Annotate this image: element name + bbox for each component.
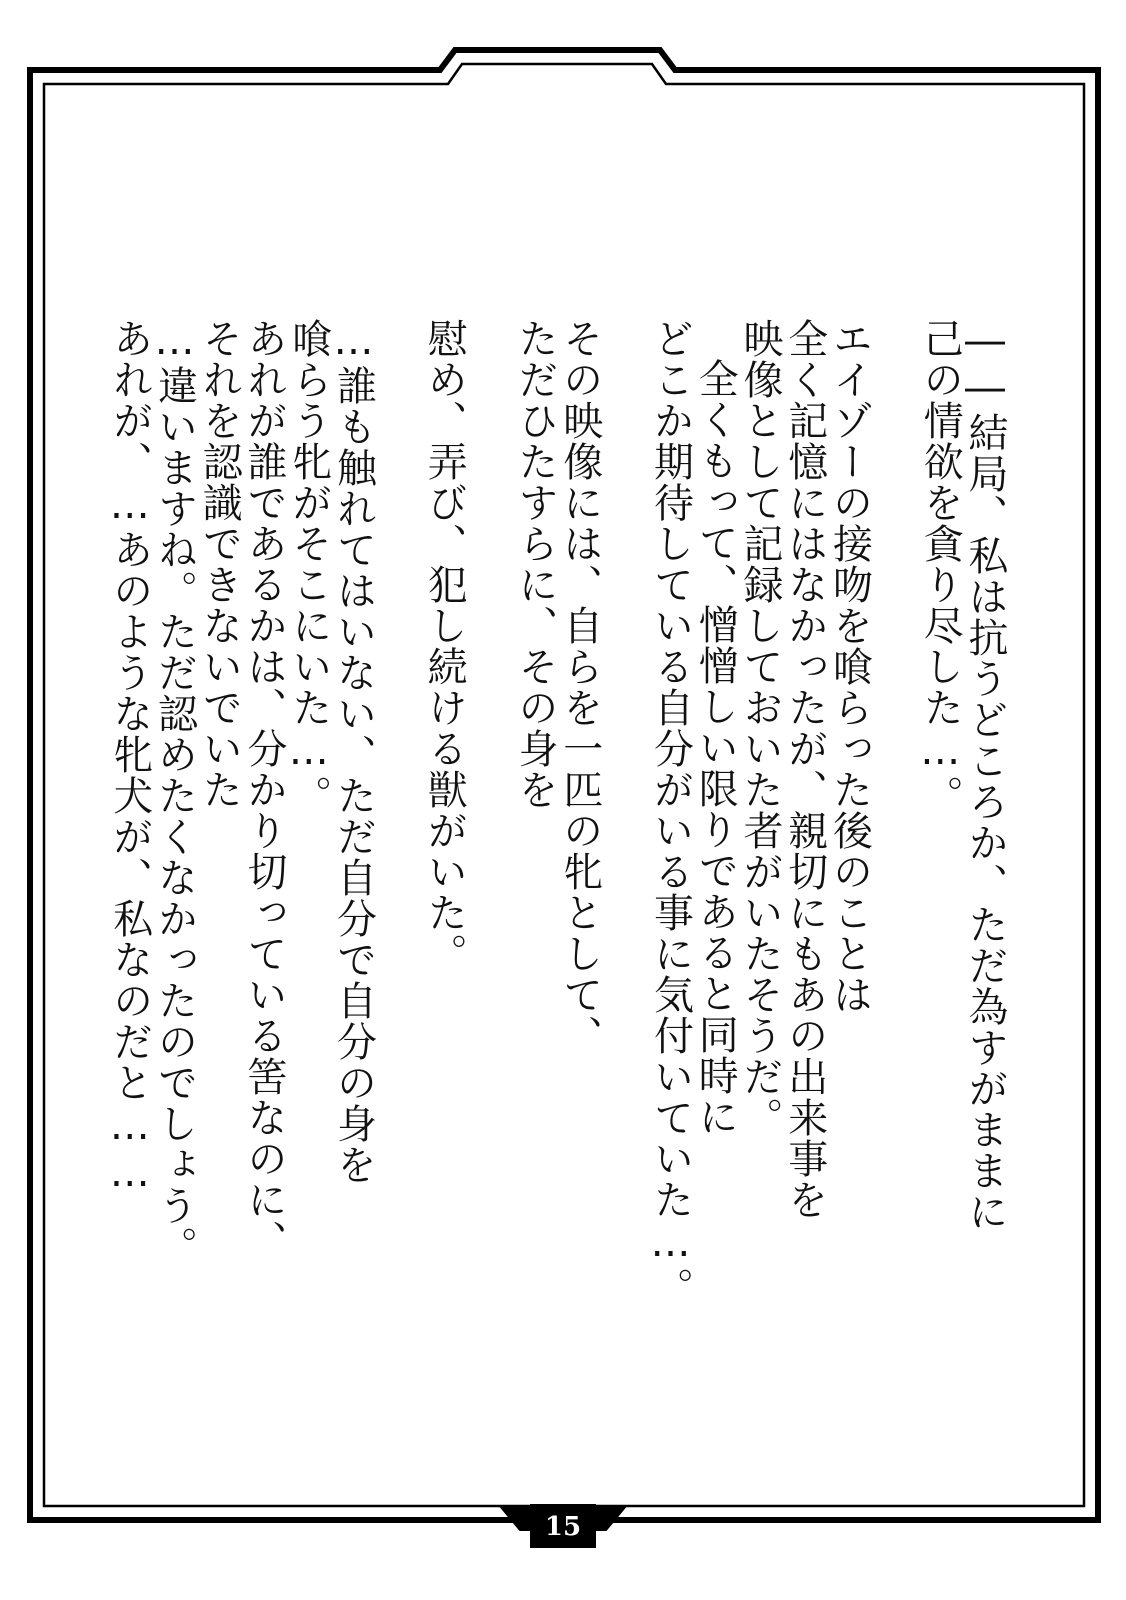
text-line: 喰らう牝がそこにいた…。 [285,318,332,816]
text-line: 慰め、弄び、犯し続ける獣がいた。 [421,318,468,974]
text-line: それを認識できないでいた [196,318,243,810]
text-line: あれが誰であるかは、分かり切っている筈なのに、 [241,318,287,1261]
text-line: エイゾーの接吻を喰らった後のことは [826,318,873,1015]
text-line: 全くもって、憎憎しい限りであると同時に [692,358,739,1137]
text-line: その映像には、自らを一匹の牝として、 [556,318,603,1056]
text-line: ――結局、私は抗うどころか、ただ為すがままに [962,318,1008,1232]
text-line: 映像として記録しておいた者がいたそうだ。 [737,318,783,1138]
text-line: どこか期待している自分がいる事に気付いていた…。 [647,318,694,1308]
text-line: あれが、…あのような牝犬が、私なのだと…… [106,318,153,1197]
page-number: 15 [544,1512,582,1542]
text-line: 全く記憶にはなかったが、親切にもあの出来事を [781,318,828,1220]
text-line: …誰も触れてはいない、ただ自分で自分の身を [330,318,377,1185]
text-line: 己の情欲を貪り尽した…。 [917,318,964,816]
text-line: …違いますね。ただ認めたくなかったのでしょう。 [151,318,198,1267]
vertical-text-body [105,318,1008,1318]
text-line: ただひたすらに、その身を [512,318,558,810]
